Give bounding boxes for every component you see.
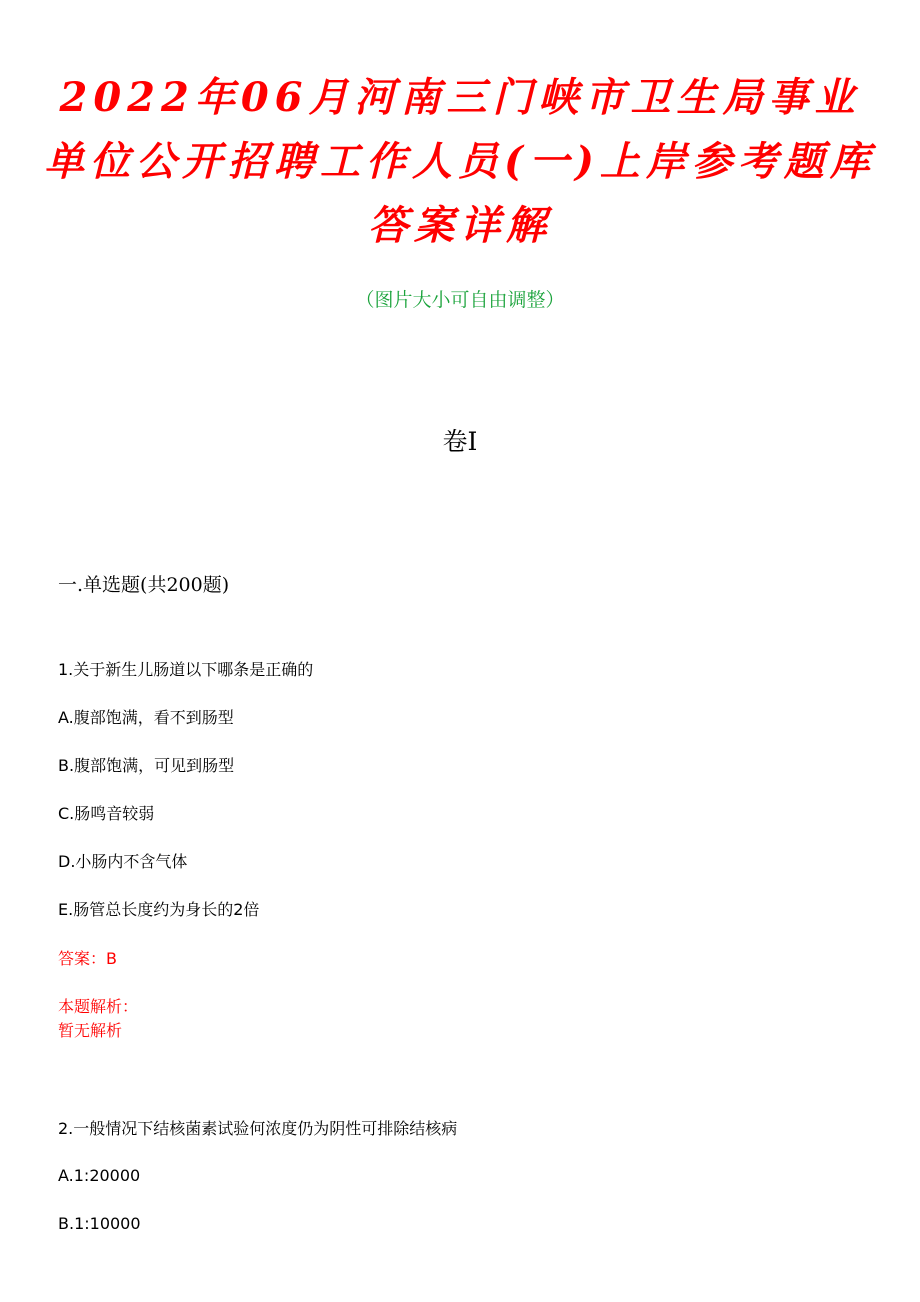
volume-label: 卷I xyxy=(442,427,478,456)
question-option: B.腹部饱满，可见到肠型 xyxy=(58,756,235,775)
question-stem: 2.一般情况下结核菌素试验何浓度仍为阴性可排除结核病 xyxy=(58,1119,458,1138)
question-stem: 1.关于新生儿肠道以下哪条是正确的 xyxy=(58,660,314,679)
question-option: C.肠鸣音较弱 xyxy=(58,804,155,823)
image-resize-note: （图片大小可自由调整） xyxy=(355,289,565,311)
question-option: E.肠管总长度约为身长的2倍 xyxy=(58,900,260,919)
question-option: D.小肠内不含气体 xyxy=(58,852,188,871)
section-heading: 一.单选题(共200题) xyxy=(58,574,230,596)
analysis-text: 暂无解析 xyxy=(58,1021,123,1040)
document-title: 2022年06月河南三门峡市卫生局事业单位公开招聘工作人员(一)上岸参考题库答案详解 xyxy=(44,74,876,249)
question-option: A.腹部饱满，看不到肠型 xyxy=(58,708,234,727)
question-option: A.1:20000 xyxy=(58,1166,141,1185)
answer-text: 答案：B xyxy=(58,949,117,968)
question-option: B.1:10000 xyxy=(58,1214,141,1233)
analysis-label: 本题解析： xyxy=(58,997,139,1016)
